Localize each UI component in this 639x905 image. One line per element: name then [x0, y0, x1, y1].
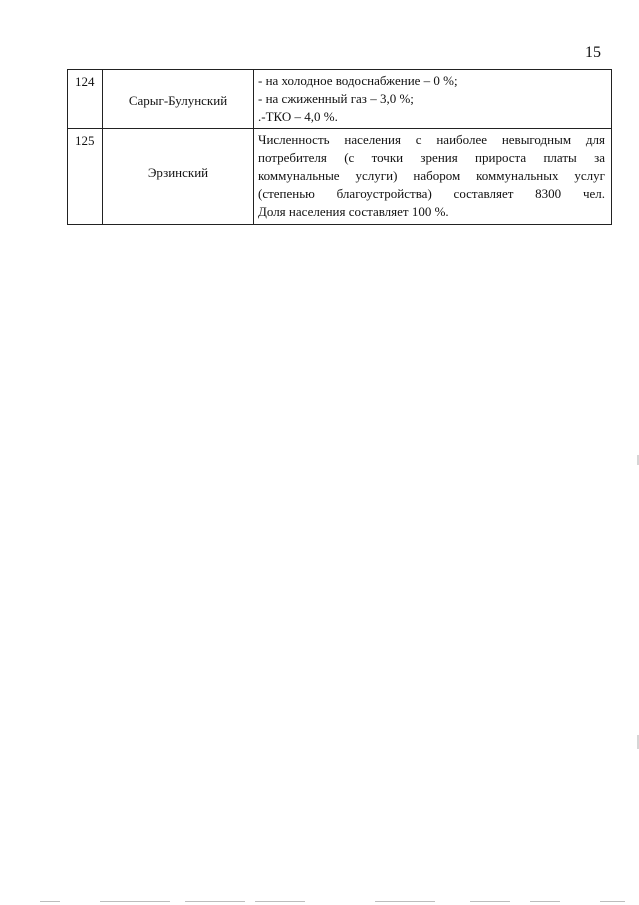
description-line: Численность населения с наиболее невыгодным для: [258, 132, 605, 147]
description-line: - на сжиженный газ – 3,0 %;: [258, 91, 414, 106]
table-row: [68, 70, 612, 129]
row-number: 124: [75, 74, 95, 89]
description-line: (степенью благоустройства) составляет 8300 чел.: [258, 186, 605, 201]
scan-bottom-marks: [0, 897, 639, 905]
district-name-cell: [103, 70, 254, 129]
description-line: потребителя (с точки зрения прироста платы за: [258, 150, 605, 165]
description-line: .-ТКО – 4,0 %.: [258, 109, 338, 124]
description-line: коммунальные услуги) набором коммунальных услуг: [258, 168, 605, 183]
district-name: Сарыг-Булунский: [128, 93, 228, 108]
row-number-cell: [68, 70, 103, 129]
description-line: - на холодное водоснабжение – 0 %;: [258, 73, 458, 88]
table-row: [68, 129, 612, 225]
description-line: Доля населения составляет 100 %.: [258, 204, 449, 219]
district-name: Эрзинский: [147, 165, 209, 180]
row-number: 125: [75, 133, 95, 148]
description-cell: [254, 129, 612, 225]
data-table: [67, 69, 612, 225]
page-number: 15: [585, 44, 601, 61]
district-name-cell: [103, 129, 254, 225]
row-number-cell: [68, 129, 103, 225]
description-cell: [254, 70, 612, 129]
